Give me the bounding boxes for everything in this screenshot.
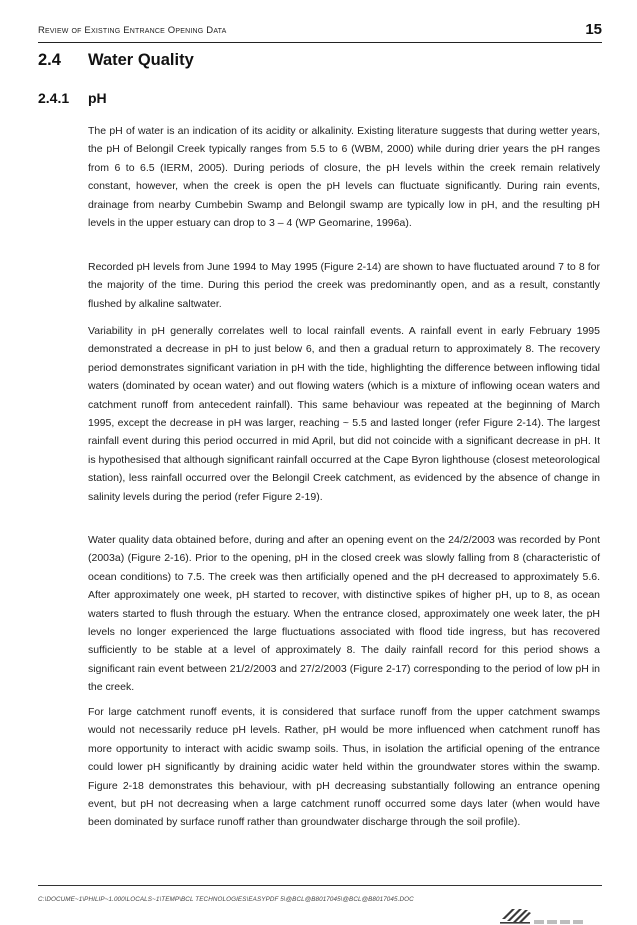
company-logo-icon — [498, 903, 598, 925]
subsection-title: pH — [88, 90, 107, 106]
paragraph: The pH of water is an indication of its acidity or alkalinity. Existing literature suggests that during wetter years, the pH of Belongil Creek typically ranges from 5.5 to 6 (WBM, 2000) while during drier years the pH ranges from 6 to 6.5 (IERM, 2005). During periods of closure, the pH levels within the creek remain relatively constant, however, when the creek is open the pH levels can fluctuate significantly. During rain events, drainage from nearby Cumbebin Swamp and Belongil swamp are typically low in pH, and the resulting pH levels in the upper estuary can drop to 3 – 4 (WP Geomarine, 1996a). — [88, 125, 600, 230]
paragraph: Variability in pH generally correlates well to local rainfall events. A rainfall event in early February 1995 demonstrated a decrease in pH to just below 6, and then a gradual return to approximately 8. The recovery period demonstrates significant variation in pH with the tide, highlighting the difference between inflowing tidal waters (dominated by ocean water) and out flowing waters (which is a mixture of inflowing ocean waters and catchment runoff from antecedent rainfall). This same behaviour was repeated at the beginning of March 1995, except the decrease in pH was larger, reaching ~ 5.5 and lasted longer (refer Figure 2-14). The largest rainfall event during this period occurred in mid April, but did not coincide with a significant decrease in pH. It is hypothesised that although significant rainfall occurred at the Cape Byron lighthouse (closest meteorological station), less rainfall occurred over the Belongil Creek catchment, as evidenced by the absence of change in salinity levels during the period (refer Figure 2-19). — [88, 325, 600, 503]
paragraph: Water quality data obtained before, during and after an opening event on the 24/2/2003 was recorded by Pont (2003a) (Figure 2-16). Prior to the opening, pH in the closed creek was slowly falling from 8 (characteristic of ocean conditions) to 7.5. The creek was then artificially opened and the pH decreased to approximately 5.6. After approximately one week, pH started to recover, with distinctive spikes of higher pH, up to 8, as ocean waters started to flush through the estuary. When the entrance closed, approximately one week later, the pH levels no longer experienced the large fluctuations associated with flood tide ingress, but has recovered sufficiently to be stable at a level of approximately 8. The daily rainfall record for this period shows a significant rain event between 21/2/2003 and 27/2/2003 (Figure 2-17) corresponding to the period of low pH in the creek. — [88, 534, 600, 694]
paragraph: For large catchment runoff events, it is considered that surface runoff from the upper catchment swamps would not necessarily reduce pH levels. Rather, pH would be more influenced when catchment runoff has more opportunity to interact with acidic swamp soils. Thus, in isolation the artificial opening of the entrance could lower pH significantly by draining acidic water held within the groundwater stores within the swamp. Figure 2-18 demonstrates this behaviour, with pH decreasing substantially following an entrance opening event, but pH not decreasing when a large catchment runoff occurred some days later (when would have been dominated by surface runoff rather than groundwater discharge through the soil profile). — [88, 706, 600, 829]
footer-divider — [38, 885, 602, 886]
header-title: Review of Existing Entrance Opening Data — [38, 25, 227, 36]
running-header — [38, 20, 602, 43]
logo-mark — [500, 909, 531, 924]
logo-wordmark — [534, 920, 583, 924]
footer-file-path: C:\DOCUME~1\PHILIP~1.000\LOCALS~1\TEMP\BCL TECHNOLOGIES\EASYPDF 5\@BCL@B8017045\@BCL@B8017045.DOC — [38, 896, 414, 903]
section-title: Water Quality — [88, 51, 194, 69]
section-heading — [38, 51, 194, 70]
page-number: 15 — [585, 21, 602, 38]
subsection-number: 2.4.1 — [38, 90, 70, 106]
section-number: 2.4 — [38, 51, 61, 69]
paragraph: Recorded pH levels from June 1994 to May 1995 (Figure 2-14) are shown to have fluctuated around 7 to 8 for the majority of the time. During this period the creek was predominantly open, and as a result, constantly flushed by alkaline saltwater. — [88, 261, 600, 310]
subsection-heading — [38, 90, 107, 106]
